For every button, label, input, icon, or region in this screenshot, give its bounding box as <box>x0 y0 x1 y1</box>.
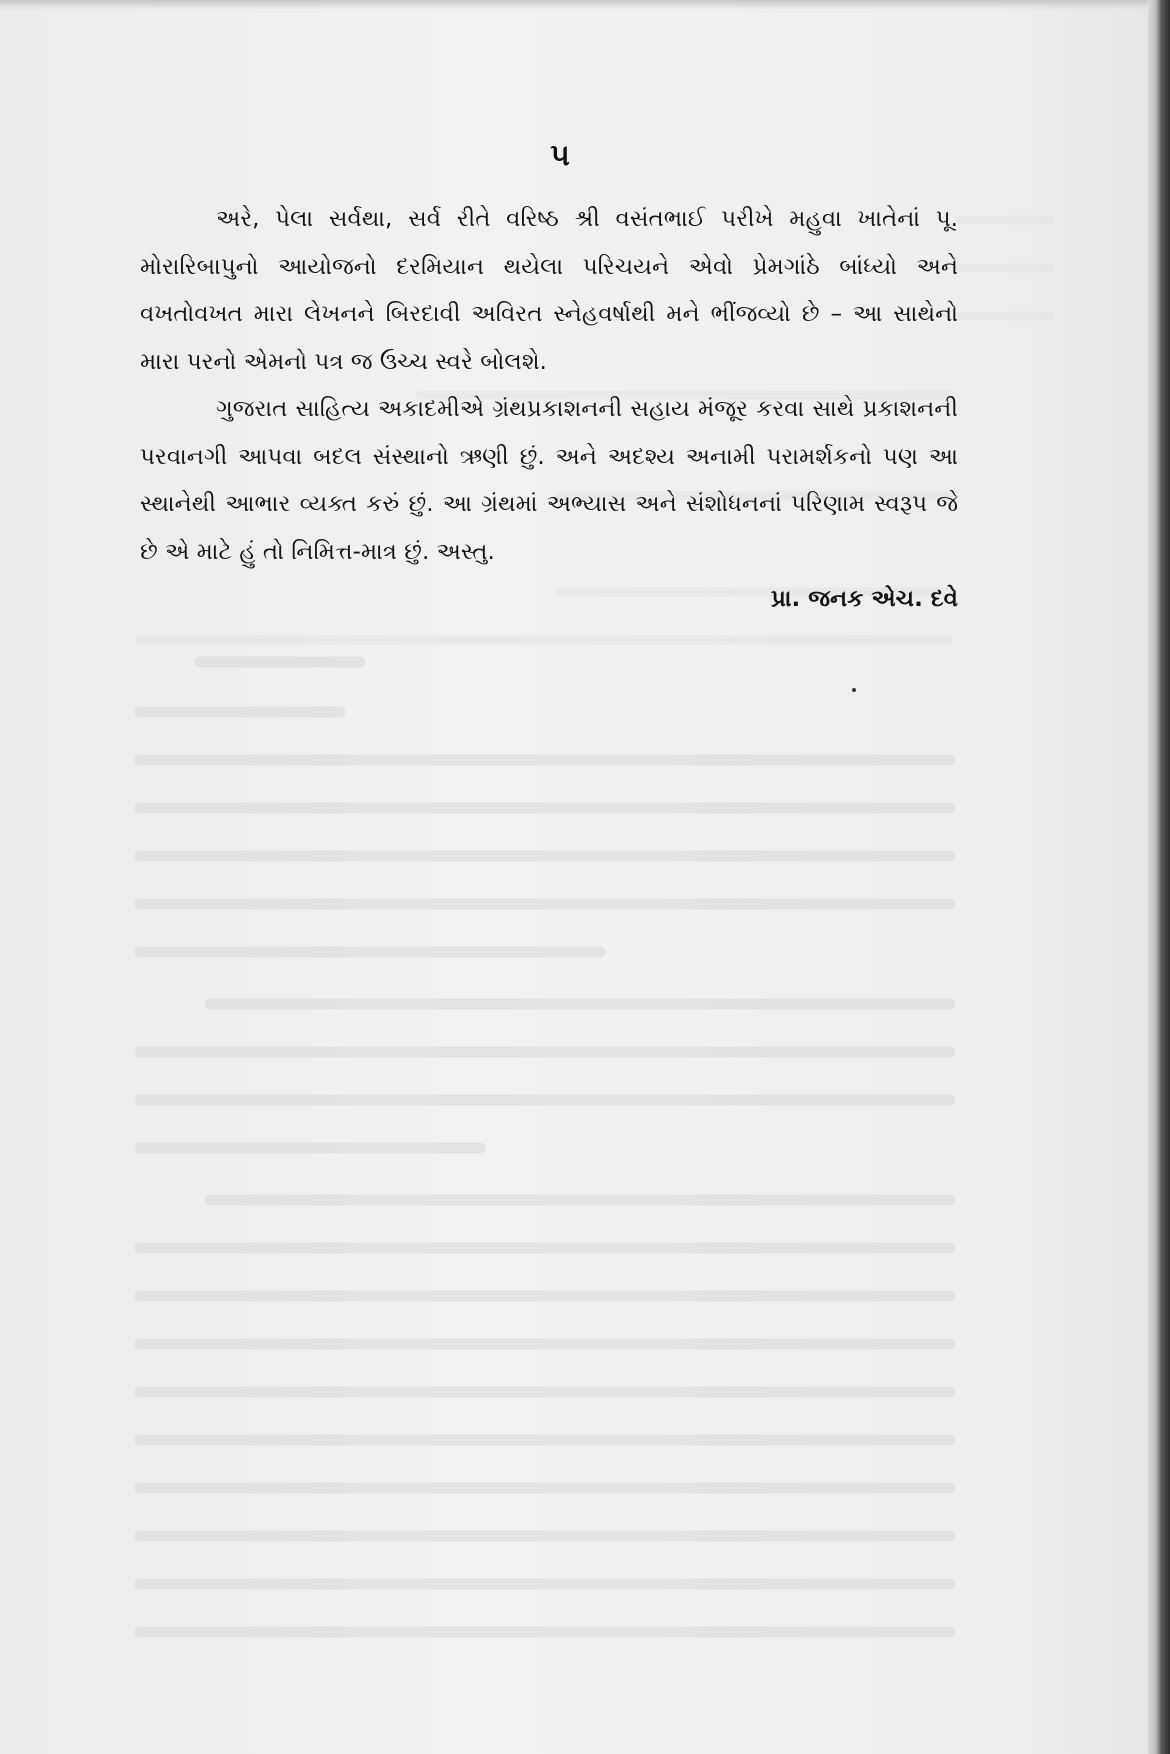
page-number: ૫ <box>550 138 570 173</box>
paragraph-acknowledgement-2: ગુજરાત સાહિત્ય અકાદમીએ ગ્રંથપ્રકાશનની સહાય મંજૂર કરવા સાથે પ્રકાશનની પરવાનગી આપવા બદલ સંસ્થાનો ઋણી છું. અને અદશ્ય અનામી પરામર્શકનો પણ આ સ્થાનેથી આભાર વ્યક્ત કરું છું. આ ગ્રંથમાં અભ્યાસ અને સંશોધનનાં પરિણામ સ્વરૂપ જે છે એ માટે હું તો નિમિત્ત-માત્ર છું. અસ્તુ. <box>140 396 958 565</box>
dust-speck <box>852 688 856 692</box>
paragraph-acknowledgement-1: અરે, પેલા સર્વથા, સર્વ રીતે વરિષ્ઠ શ્રી વસંતભાઈ પરીખે મહુવા ખાતેનાં પૂ. મોરારિબાપુનો આયોજનો દરમિયાન થયેલા પરિચયને એવો પ્રેમગાંઠે બાંધ્યો અને વખતોવખત મારા લેખનને બિરદાવી અવિરત સ્નેહવર્ષાથી મને ભીંજવ્યો છે – આ સાથેનો મારા પરનો એમનો પત્ર જ ઉચ્ચ સ્વરે બોલશે. <box>140 206 958 375</box>
body-text <box>140 196 958 624</box>
author-signature: પ્રા. જનક એચ. દવે <box>770 586 958 612</box>
page-top-shadow <box>0 0 1170 10</box>
page-edge-shadow <box>1148 0 1170 1754</box>
